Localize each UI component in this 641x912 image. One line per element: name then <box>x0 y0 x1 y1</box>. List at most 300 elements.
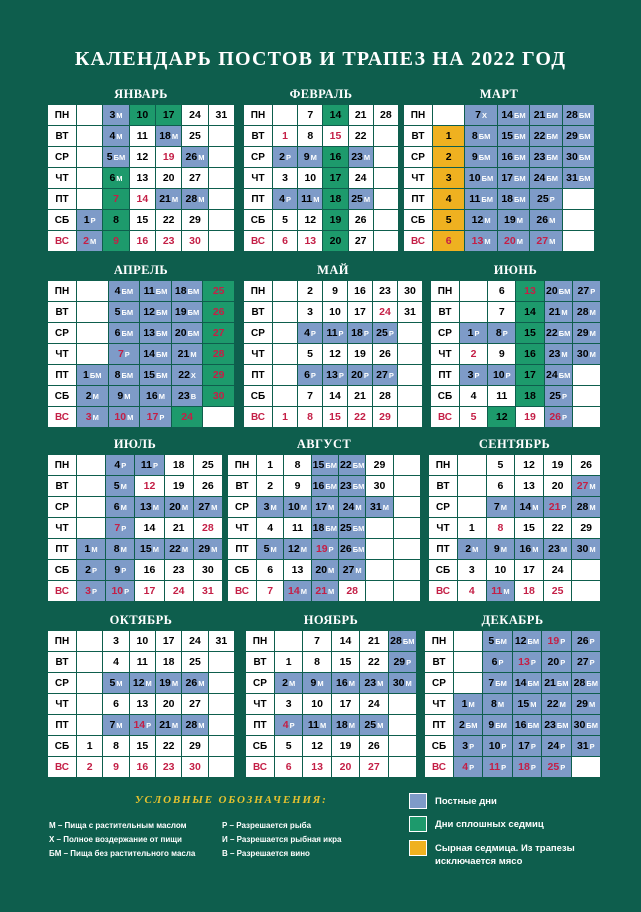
weekday-label <box>425 673 453 693</box>
day-cell <box>109 344 140 364</box>
weekday-text: ПН <box>234 459 250 471</box>
fast-marker: М <box>300 544 307 554</box>
fast-marker: БМ <box>578 152 591 162</box>
fast-marker: Р <box>92 565 98 575</box>
day-cell <box>172 281 203 301</box>
day-cell <box>339 560 365 580</box>
day-number: 18 <box>162 656 175 668</box>
day-cell <box>106 518 134 538</box>
day-cell <box>257 455 283 475</box>
day-number: 16 <box>354 285 366 297</box>
day-number: 17 <box>523 564 535 576</box>
day-number: 17 <box>162 109 175 121</box>
day-number: 9 <box>294 480 301 492</box>
day-cell <box>298 231 322 251</box>
day-number: 11 <box>491 585 503 597</box>
day-number: 4 <box>109 130 116 142</box>
day-cell <box>389 715 416 735</box>
day-cell <box>572 736 600 756</box>
weekday-text: ВС <box>252 761 268 773</box>
day-cell <box>135 497 163 517</box>
day-cell <box>433 168 464 188</box>
day-number: 8 <box>113 740 119 752</box>
month-grid <box>47 104 235 252</box>
week-row <box>425 631 600 651</box>
week-row <box>228 497 420 517</box>
weekday-text: ПН <box>250 109 266 121</box>
day-cell <box>209 757 234 777</box>
day-number: 28 <box>390 635 402 647</box>
day-number: 3 <box>109 109 116 121</box>
day-cell <box>360 757 387 777</box>
day-cell <box>77 147 102 167</box>
week-row <box>425 694 600 714</box>
day-number: 4 <box>113 656 119 668</box>
weekday-label <box>244 126 272 146</box>
week-row <box>48 231 234 251</box>
fast-marker: БМ <box>352 460 365 470</box>
weekday-label <box>48 631 76 651</box>
day-number: 20 <box>547 656 560 668</box>
day-number: 19 <box>159 677 171 689</box>
day-cell <box>77 455 105 475</box>
day-number: 9 <box>488 719 495 731</box>
day-cell <box>77 344 108 364</box>
day-cell <box>498 147 529 167</box>
day-cell <box>460 302 487 322</box>
fast-marker: М <box>561 349 568 359</box>
day-cell <box>103 631 128 651</box>
day-number: 3 <box>307 306 313 318</box>
day-cell <box>339 476 365 496</box>
day-cell <box>130 231 155 251</box>
weekday-label <box>404 231 432 251</box>
fast-marker: Р <box>530 657 536 667</box>
day-number: 24 <box>181 411 193 423</box>
fast-marker: БМ <box>556 678 569 688</box>
week-row <box>431 302 600 322</box>
legend-fast-swatch <box>409 793 427 809</box>
day-number: 4 <box>282 719 289 731</box>
week-row <box>246 757 416 777</box>
weekday-label <box>431 302 459 322</box>
day-number: 21 <box>159 193 171 205</box>
weekday-text: ПТ <box>411 193 425 205</box>
fast-marker: БМ <box>514 152 526 162</box>
day-cell <box>275 715 302 735</box>
fast-marker: М <box>145 678 152 688</box>
day-cell <box>284 581 310 601</box>
day-cell <box>530 126 561 146</box>
day-cell <box>515 497 543 517</box>
day-cell <box>483 757 511 777</box>
day-number: 20 <box>329 235 342 247</box>
week-row <box>404 210 594 230</box>
weekday-label <box>429 560 457 580</box>
day-cell <box>298 105 322 125</box>
day-cell <box>77 231 102 251</box>
day-cell <box>103 126 128 146</box>
day-cell <box>542 673 570 693</box>
day-cell <box>156 736 181 756</box>
day-cell <box>77 560 105 580</box>
day-cell <box>360 694 387 714</box>
fast-marker: М <box>328 565 335 575</box>
month-grid <box>430 280 601 428</box>
day-cell <box>498 126 529 146</box>
day-cell <box>572 631 600 651</box>
day-cell <box>339 518 365 538</box>
month-block <box>430 262 601 428</box>
weekday-label <box>244 344 272 364</box>
weekday-label <box>48 231 76 251</box>
day-cell <box>257 581 283 601</box>
day-cell <box>182 631 207 651</box>
weekday-text: ПТ <box>436 543 450 555</box>
week-row <box>244 386 422 406</box>
day-cell <box>542 715 570 735</box>
weekday-text: ПН <box>410 109 426 121</box>
fast-marker: БМ <box>402 636 415 646</box>
week-row <box>244 210 398 230</box>
weekday-text: ВТ <box>55 480 69 492</box>
day-cell <box>339 497 365 517</box>
fast-marker: М <box>484 215 491 225</box>
day-cell <box>130 652 155 672</box>
weekday-text: ПТ <box>251 369 265 381</box>
day-cell <box>135 455 163 475</box>
day-number: 11 <box>136 656 148 668</box>
day-number: 22 <box>546 698 559 710</box>
day-cell <box>465 210 496 230</box>
weekday-text: ВТ <box>432 656 446 668</box>
week-row <box>48 757 234 777</box>
day-number: 27 <box>189 172 201 184</box>
day-cell <box>275 694 302 714</box>
day-number: 20 <box>162 172 175 184</box>
day-cell <box>348 323 372 343</box>
day-cell <box>394 581 420 601</box>
day-cell <box>563 189 594 209</box>
week-row <box>48 281 234 301</box>
day-cell <box>366 560 392 580</box>
day-cell <box>77 365 108 385</box>
day-cell <box>515 539 543 559</box>
day-cell <box>273 189 297 209</box>
day-number: 5 <box>445 214 452 226</box>
day-cell <box>454 652 482 672</box>
day-number: 7 <box>114 522 121 534</box>
month-grid <box>424 630 601 778</box>
day-number: 4 <box>114 285 121 297</box>
day-cell <box>156 231 181 251</box>
day-cell <box>135 560 163 580</box>
day-number: 5 <box>470 411 477 423</box>
weekday-text: СР <box>55 677 69 689</box>
day-number: 16 <box>143 564 156 576</box>
fast-marker: М <box>288 678 296 688</box>
weekday-label <box>244 281 272 301</box>
fast-marker: М <box>589 502 596 512</box>
weekday-label <box>429 497 457 517</box>
day-number: 8 <box>294 459 301 471</box>
day-cell <box>483 673 511 693</box>
weekday-text: СБ <box>435 564 451 576</box>
day-number: 16 <box>312 480 325 492</box>
weekday-label <box>244 365 272 385</box>
day-number: 19 <box>504 214 516 226</box>
weekday-label <box>425 736 453 756</box>
day-number: 6 <box>445 235 452 247</box>
month-block <box>243 86 399 252</box>
day-cell <box>398 365 422 385</box>
day-number: 1 <box>461 698 468 710</box>
fast-marker: М <box>348 720 355 730</box>
day-number: 29 <box>576 698 588 710</box>
fast-marker: БМ <box>465 720 478 730</box>
weekday-text: ПТ <box>432 719 446 731</box>
day-cell <box>298 323 322 343</box>
week-row <box>244 231 398 251</box>
day-number: 6 <box>491 656 498 668</box>
day-number: 25 <box>189 130 201 142</box>
day-cell <box>465 147 496 167</box>
day-cell <box>332 715 359 735</box>
day-cell <box>323 344 347 364</box>
week-row <box>48 105 234 125</box>
day-cell <box>544 518 572 538</box>
day-cell <box>398 344 422 364</box>
fast-marker: М <box>124 391 131 401</box>
fast-marker: Р <box>502 328 508 338</box>
weekday-text: ПН <box>54 635 70 647</box>
day-number: 19 <box>339 740 352 752</box>
month-name: ДЕКАБРЬ <box>481 613 544 627</box>
week-row <box>425 673 600 693</box>
day-cell <box>284 518 310 538</box>
day-cell <box>106 560 134 580</box>
day-cell <box>454 715 482 735</box>
day-cell <box>182 715 207 735</box>
day-number: 17 <box>354 306 366 318</box>
day-cell <box>572 497 600 517</box>
fast-marker: Р <box>498 657 504 667</box>
day-cell <box>77 757 102 777</box>
day-number: 1 <box>83 369 89 381</box>
day-number: 25 <box>340 522 352 534</box>
day-cell <box>515 581 543 601</box>
day-number: 9 <box>117 390 124 402</box>
month-name: ЯНВАРЬ <box>114 87 168 101</box>
day-cell <box>348 386 372 406</box>
day-cell <box>172 302 203 322</box>
fast-marker: БМ <box>156 307 168 317</box>
day-cell <box>348 344 372 364</box>
week-row <box>244 344 422 364</box>
day-cell <box>182 168 207 188</box>
day-cell <box>323 168 347 188</box>
weekday-label <box>404 105 432 125</box>
day-cell <box>573 407 600 427</box>
day-cell <box>165 560 193 580</box>
week-row <box>425 652 600 672</box>
day-number: 23 <box>172 564 185 576</box>
day-cell <box>454 757 482 777</box>
week-row <box>246 694 416 714</box>
day-cell <box>182 126 207 146</box>
day-number: 29 <box>393 656 406 668</box>
day-number: 21 <box>548 501 561 513</box>
fast-marker: М <box>198 678 205 688</box>
day-cell <box>389 736 416 756</box>
day-cell <box>182 694 207 714</box>
day-cell <box>209 736 234 756</box>
weekday-text: СБ <box>54 740 70 752</box>
day-number: 29 <box>576 327 589 339</box>
day-cell <box>172 323 203 343</box>
day-number: 29 <box>198 543 211 555</box>
fast-marker: Р <box>338 370 344 380</box>
weekday-label <box>228 497 256 517</box>
day-number: 8 <box>495 327 502 339</box>
day-cell <box>498 231 529 251</box>
day-cell <box>135 476 163 496</box>
day-cell <box>135 581 163 601</box>
weekday-label <box>246 652 274 672</box>
day-cell <box>573 365 600 385</box>
day-cell <box>515 518 543 538</box>
fast-marker: БМ <box>352 481 365 491</box>
day-cell <box>394 497 420 517</box>
month-grid <box>245 630 417 778</box>
day-cell <box>140 365 171 385</box>
month-name: СЕНТЯБРЬ <box>478 437 551 451</box>
day-cell <box>487 560 515 580</box>
day-cell <box>273 365 297 385</box>
fast-marker: БМ <box>121 286 134 296</box>
day-number: 30 <box>576 543 589 555</box>
day-number: 30 <box>373 480 386 492</box>
day-number: 6 <box>114 327 121 339</box>
day-number: 2 <box>279 151 285 163</box>
weekday-text: ЧТ <box>55 522 69 534</box>
fast-marker: М <box>559 699 566 709</box>
fast-marker: М <box>300 586 307 596</box>
weekday-text: ВТ <box>253 656 267 668</box>
day-cell <box>332 694 359 714</box>
day-number: 18 <box>336 719 348 731</box>
day-cell <box>572 518 600 538</box>
weekday-label <box>48 168 76 188</box>
day-number: 25 <box>212 285 225 297</box>
day-number: 10 <box>304 172 317 184</box>
day-number: 24 <box>379 306 391 318</box>
day-cell <box>398 302 422 322</box>
weekday-label <box>244 323 272 343</box>
weekday-text: ЧТ <box>235 522 249 534</box>
day-cell <box>209 231 234 251</box>
day-cell <box>389 694 416 714</box>
day-cell <box>77 407 108 427</box>
fast-marker: М <box>405 678 412 688</box>
weekday-label <box>48 694 76 714</box>
week-row <box>404 105 594 125</box>
day-cell <box>373 344 397 364</box>
day-cell <box>465 231 496 251</box>
fast-marker: М <box>127 412 134 422</box>
day-number: 18 <box>523 585 535 597</box>
day-cell <box>366 476 392 496</box>
day-cell <box>516 365 543 385</box>
day-cell <box>194 455 222 475</box>
day-number: 26 <box>536 214 549 226</box>
day-cell <box>516 407 543 427</box>
day-cell <box>488 407 515 427</box>
fast-marker: М <box>484 236 491 246</box>
fast-marker: БМ <box>495 636 507 646</box>
day-cell <box>573 302 600 322</box>
fast-marker: Р <box>501 762 507 772</box>
day-number: 21 <box>368 635 380 647</box>
day-cell <box>513 652 541 672</box>
weekday-text: СР <box>251 151 265 163</box>
weekday-text: ВТ <box>55 656 69 668</box>
day-number: 2 <box>85 390 92 402</box>
day-number: 27 <box>354 235 367 247</box>
weekday-text: СБ <box>410 214 426 226</box>
day-number: 13 <box>136 172 149 184</box>
month-name: МАЙ <box>317 263 349 277</box>
day-cell <box>488 323 515 343</box>
day-cell <box>194 497 222 517</box>
day-number: 22 <box>340 459 352 471</box>
fast-marker: Р <box>560 762 566 772</box>
day-cell <box>458 581 486 601</box>
fast-marker: М <box>589 307 596 317</box>
day-cell <box>284 560 310 580</box>
weekday-text: СБ <box>54 564 70 576</box>
week-row <box>48 715 234 735</box>
day-number: 10 <box>288 501 300 513</box>
fast-marker: М <box>198 194 205 204</box>
day-cell <box>203 407 234 427</box>
fast-marker: Р <box>530 741 536 751</box>
day-cell <box>156 189 181 209</box>
day-cell <box>323 302 347 322</box>
day-cell <box>156 652 181 672</box>
day-cell <box>130 757 155 777</box>
weekday-text: ВТ <box>411 130 425 142</box>
day-number: 28 <box>566 109 578 121</box>
day-number: 3 <box>113 635 119 647</box>
fast-marker: М <box>532 544 539 554</box>
fast-marker: М <box>377 678 384 688</box>
day-cell <box>156 694 181 714</box>
day-cell <box>366 539 392 559</box>
day-cell <box>433 189 464 209</box>
day-cell <box>373 323 397 343</box>
weekday-text: ПН <box>431 635 447 647</box>
day-cell <box>544 476 572 496</box>
day-cell <box>303 736 330 756</box>
day-number: 30 <box>573 719 586 731</box>
day-cell <box>156 715 181 735</box>
day-cell <box>530 231 561 251</box>
fast-marker: БМ <box>578 173 591 183</box>
day-number: 7 <box>488 677 495 689</box>
day-number: 5 <box>109 677 116 689</box>
day-number: 2 <box>307 285 313 297</box>
